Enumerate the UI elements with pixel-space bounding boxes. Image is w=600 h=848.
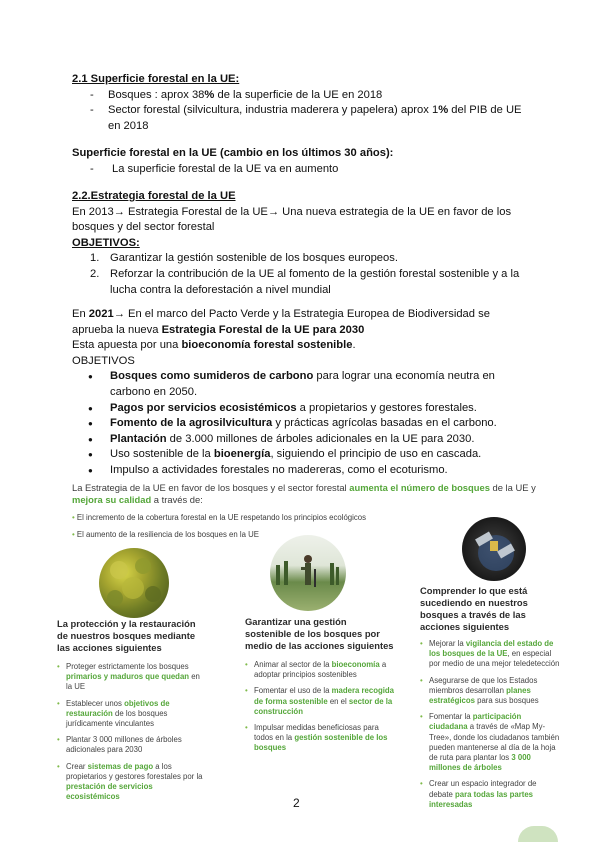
satellite-image: [462, 517, 526, 581]
section-2-2-title: 2.2.Estrategia forestal de la UE: [72, 190, 236, 202]
list-item: • Fomentar la participación ciudadana a través de «Map My-Tree», donde los ciudadanos también pueden mantenerse al día de la hoja de ruta para plantar los 3 000 millones de árboles: [420, 712, 562, 773]
section-2-2: [72, 189, 532, 298]
list-item: - Bosques : aprox 38% de la superficie de la UE en 2018: [72, 88, 532, 104]
objectives-2030-label: OBJETIVOS: [72, 354, 135, 367]
forest-change-title: Superficie forestal en la UE (cambio en los últimos 30 años):: [72, 147, 394, 159]
section-2-1-title: 2.1 Superficie forestal en la UE:: [72, 73, 240, 85]
list-item: - Sector forestal (silvicultura, industria maderera y papelera) aprox 1% del PIB de UE en 2018: [72, 103, 532, 134]
list-item: • Mejorar la vigilancia del estado de los bosques de la UE, en especial por medio de una mejor teledetección: [420, 639, 562, 670]
infographic-lead-text: La Estrategia de la UE en favor de los bosques y el sector forestal aumenta el número de bosques de la UE y mejora su calidad a través de:: [72, 482, 536, 506]
forest-change-list: [72, 162, 532, 178]
objectives-label: OBJETIVOS:: [72, 236, 140, 249]
list-item: ● Pagos por servicios ecosistémicos a propietarios y gestores forestales.: [72, 401, 532, 417]
paragraph-bioeconomy: Esta apuesta por una bioeconomía forestal sostenible.: [72, 339, 356, 352]
column-management-title: Garantizar una gestión sostenible de los bosques por medio de las acciones siguientes: [245, 616, 394, 651]
decorative-green-arc: [518, 826, 558, 842]
page-number: 2: [293, 796, 300, 810]
objectives-2030-list: [72, 369, 532, 478]
list-item: • Animar al sector de la bioeconomía a adoptar principios sostenibles: [245, 660, 395, 680]
column-understanding-list: [420, 639, 562, 810]
list-item: • Crear un espacio integrador de debate para todas las partes interesadas: [420, 779, 562, 810]
forest-worker-image: [270, 535, 346, 611]
section-forest-change: [72, 146, 532, 177]
list-item: ● Fomento de la agrosilvicultura y prácticas agrícolas basadas en el carbono.: [72, 416, 532, 432]
list-item: ● Bosques como sumideros de carbono para lograr una economía neutra en carbono en 2050.: [72, 369, 532, 400]
column-management: [245, 616, 395, 760]
section-2-2-intro: En 2013→ Estrategia Forestal de la UE→ Una nueva estrategia de la UE en favor de los bosques y del sector forestal: [72, 205, 512, 234]
list-item: • Asegurarse de que los Estados miembros desarrollan planes estratégicos para sus bosques: [420, 676, 562, 707]
section-2-1-list: [72, 88, 532, 135]
list-item: • Plantar 3 000 millones de árboles adicionales para 2030: [57, 735, 207, 755]
objectives-list: [72, 251, 532, 298]
paragraph-2021: En 2021→ En el marco del Pacto Verde y la Estrategia Europea de Biodiversidad se aprueba la nueva Estrategia Forestal de la UE para 2030: [72, 308, 490, 336]
section-2-1: [72, 72, 532, 134]
list-item: ● Impulso a actividades forestales no madereras, como el ecoturismo.: [72, 463, 532, 479]
column-understanding: [420, 585, 562, 816]
list-item: ● Plantación de 3.000 millones de árboles adicionales en la UE para 2030.: [72, 432, 532, 448]
infographic-lead-item: • El aumento de la resiliencia de los bosques en la UE: [72, 530, 259, 540]
list-item: • Fomentar el uso de la madera recogida de forma sostenible en el sector de la construcción: [245, 686, 395, 717]
strategy-2030: [72, 307, 532, 479]
column-protection-list: [57, 662, 207, 802]
person-in-forest: [270, 535, 346, 611]
list-item: • Proteger estrictamente los bosques primarios y maduros que quedan en la UE: [57, 662, 207, 693]
list-item: • Crear sistemas de pago a los propietarios y gestores forestales por la prestación de servicios ecosistémicos: [57, 762, 207, 803]
list-item: 1. Garantizar la gestión sostenible de los bosques europeos.: [90, 252, 398, 265]
column-protection-title: La protección y la restauración de nuestros bosques mediante las acciones siguientes: [57, 618, 196, 653]
infographic-lead-item: • El incremento de la cobertura forestal en la UE respetando los principios ecológicos: [72, 513, 366, 523]
column-protection: [57, 618, 207, 808]
column-understanding-title: Comprender lo que está sucediendo en nuestros bosques a través de las acciones siguientes: [420, 585, 528, 632]
forest-canopy-image: [99, 548, 169, 618]
tree-canopy-texture: [99, 548, 169, 618]
list-item: 2. Reforzar la contribución de la UE al fomento de la gestión forestal sostenible y a la lucha contra la deforestación a nivel mundial: [90, 267, 520, 296]
list-item: • Impulsar medidas beneficiosas para todos en la gestión sostenible de los bosques: [245, 723, 395, 754]
list-item: ● Uso sostenible de la bioenergía, siguiendo el principio de uso en cascada.: [72, 447, 532, 463]
column-management-list: [245, 660, 395, 754]
satellite-icon: [462, 517, 526, 581]
list-item: - La superficie forestal de la UE va en aumento: [72, 162, 532, 178]
list-item: • Establecer unos objetivos de restauración de los bosques jurídicamente vinculantes: [57, 699, 207, 730]
